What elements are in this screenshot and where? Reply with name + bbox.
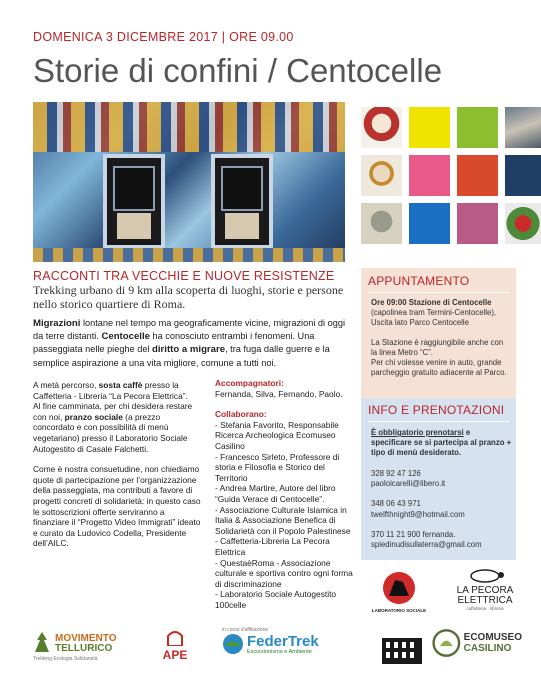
tile-color-yellow xyxy=(409,107,450,148)
tellurico-figure-icon xyxy=(33,630,51,654)
pecora-tag: caffetteria · libreria xyxy=(466,606,504,611)
tile-photo-2 xyxy=(505,107,541,148)
intro-text-1: lontane nel tempo ma geograficamente vicine, migrazioni di oggi da terre distanti. xyxy=(33,318,345,342)
page-title: Storie di confini / Centocelle xyxy=(33,52,443,89)
lunch-text-b: (a prezzo concordato e con possibilità di menù vegetariano) presso il Laboratorio Sociale Autogestito di Casale Falchetti. xyxy=(33,411,188,454)
coffee-bold: sosta caffè xyxy=(98,380,143,390)
collaborators-heading: Collaborano: xyxy=(215,409,267,420)
appointment-details: (capolinea tram Termini-Centocelle), Uscita lato Parco Centocelle xyxy=(371,308,497,327)
federtrek-tag: Escursionismo e Ambiente xyxy=(247,648,312,655)
logo-pecora-elettrica xyxy=(452,568,518,611)
lunch-paragraph xyxy=(33,401,203,454)
collaborator-item: - Stefania Favorito, Responsabile Ricerca Archeologica Ecomuseo Casilino xyxy=(215,419,339,451)
mosaic-strip xyxy=(33,248,345,262)
intro-bold-3: diritto a migrare xyxy=(152,344,226,356)
ape-arch-icon xyxy=(166,630,184,646)
collaborator-item: - Andrea Martire, Autore del libro “Guida Verace di Centocelle”. xyxy=(215,483,336,504)
contact-name-3: fernanda. xyxy=(422,530,456,540)
coffee-text-b: presso la Caffetteria - Libreria “La Pecora Elettrica”. xyxy=(33,380,188,401)
intro-bold-1: Migrazioni xyxy=(33,318,81,329)
tile-color-blue-2 xyxy=(409,203,450,244)
section-subtitle: RACCONTI TRA VECCHIE E NUOVE RESISTENZE xyxy=(33,269,335,283)
intro-lead: Trekking urbano di 9 km alla scoperta di luoghi, storie e persone nello storico quartiere di Roma. xyxy=(33,283,344,311)
intro-paragraph xyxy=(33,317,351,369)
collaborator-item: - Laboratorio Sociale Autogestito 100celle xyxy=(215,589,337,610)
contact-phone-1[interactable]: 328 92 47 126 xyxy=(371,468,421,478)
left-column xyxy=(33,380,203,559)
logo-movimento-tellurico xyxy=(33,630,123,662)
tile-photo-4 xyxy=(361,203,402,244)
tile-color-pink xyxy=(409,155,450,196)
movimento-line1: MOVIMENTO xyxy=(55,633,117,644)
logo-federtrek xyxy=(222,627,334,655)
logo-laboratorio-sociale xyxy=(370,570,428,613)
window-right xyxy=(211,154,273,249)
tile-photo-3 xyxy=(361,155,402,196)
tile-photo-1 xyxy=(361,107,402,148)
tile-color-navy xyxy=(505,155,541,196)
logo-ecomuseo-casilino xyxy=(432,625,522,669)
ape-label: APE xyxy=(162,648,188,662)
collaborator-item: - QuestaèRoma - Associazione culturale e sportiva contro ogni forma di discriminazione xyxy=(215,557,353,589)
mosaic-band xyxy=(33,102,345,152)
pecora-line1: LA PECORA xyxy=(456,585,514,596)
tile-color-mauve xyxy=(457,203,498,244)
tile-photo-5 xyxy=(505,203,541,244)
federtrek-label: FederTrek xyxy=(247,632,319,650)
guides-list: Fernanda, Silva, Fernando, Paolo. xyxy=(215,388,343,399)
contact-email-2[interactable]: twelfthnight9@hotmail.com xyxy=(371,509,465,519)
appointment-header: APPUNTAMENTO xyxy=(368,274,470,288)
collaborator-item: - Caffetteria-Libreria La Pecora Elettrica xyxy=(215,536,330,557)
intro-text-3: , tra fuga dalle guerre e la semplice aspirazione a una vita migliore, comune a tutti noi. xyxy=(33,344,330,368)
movimento-tag: Trekking Ecologia Solidarietà xyxy=(33,656,98,662)
booking-required: È obbligatorio prenotarsi xyxy=(371,428,464,437)
collaborator-item: - Francesco Sirleto, Professore di storia e Filosofia e Storico del Territorio xyxy=(215,451,340,483)
lab-figure-icon xyxy=(375,570,423,606)
donation-paragraph: Come è nostra consuetudine, non chiediamo quote di partecipazione per l’organizzazione della passeggiata, ma contributi a favore di progetti concreti di solidarietà: in questo caso le sottoscrizioni offerte serviranno a finanziare il “Progetto Video Immigrati” ideato e curato da Ludovico Codella, Presidente dell’AILC. xyxy=(33,464,201,549)
contact-phone-3[interactable]: 370 11 21 900 xyxy=(371,530,421,540)
ecomuseo-line2: CASILINO xyxy=(463,643,512,654)
appointment-text xyxy=(371,298,511,378)
movimento-line2: TELLURICO xyxy=(55,643,113,654)
federtrek-globe-icon xyxy=(222,633,244,655)
collaborator-item: - Associazione Culturale Islamica in Italia & Associazione Benefica di Solidarietà con il Popolo Palestinese xyxy=(215,504,351,536)
intro-bold-2: Centocelle xyxy=(101,331,150,343)
guides-heading: Accompagnatori: xyxy=(215,378,284,388)
window-left xyxy=(103,154,165,249)
appointment-time-place: Ore 09:00 Stazione di Centocelle xyxy=(371,298,492,307)
logo-questa-e-roma xyxy=(380,630,424,668)
event-date: DOMENICA 3 DICEMBRE 2017 | ORE 09.00 xyxy=(33,30,294,44)
sheep-icon xyxy=(465,568,505,584)
logo-ape xyxy=(155,630,195,662)
tile-color-green xyxy=(457,107,498,148)
pecora-line2: ELETTRICA xyxy=(457,595,513,606)
info-text xyxy=(371,428,513,550)
contact-email-3[interactable]: spiedinudisullaterra@gmail.com xyxy=(371,540,482,550)
appointment-parking: Per chi volesse venire in auto, grande parcheggio gratuito adiacente al Parco. xyxy=(371,358,507,377)
federtrek-top: in corso d'affiliazione xyxy=(222,627,269,633)
tile-color-red xyxy=(457,155,498,196)
info-box xyxy=(361,398,516,560)
ecomuseo-line1: ECOMUSEO xyxy=(463,632,522,643)
appointment-access: La Stazione è raggiungibile anche con la linea Metro “C”. xyxy=(371,338,504,357)
lunch-text-a: Al fine camminata, per chi desidera restare con noi, xyxy=(33,401,193,422)
middle-column xyxy=(215,378,355,610)
colosseum-icon xyxy=(380,630,424,668)
hero-photo xyxy=(33,102,345,262)
ecomuseo-circle-icon xyxy=(432,625,461,661)
coffee-paragraph xyxy=(33,380,203,401)
lab-label: LABORATORIO SOCIALE xyxy=(371,608,427,613)
info-header: INFO E PRENOTAZIONI xyxy=(368,403,505,417)
coffee-text-a: A metà percorso, xyxy=(33,380,99,390)
contact-email-1[interactable]: paoloicarelli@libero.it xyxy=(371,479,446,489)
intro-text-2: ha conosciuto entrambi i fenomeni. Una passeggiata nelle pieghe del xyxy=(33,331,315,355)
booking-required-rest: e specificare se si partecipa al pranzo + tipo di menù desiderato. xyxy=(371,428,512,458)
lunch-bold: pranzo sociale xyxy=(64,411,123,422)
contact-phone-2[interactable]: 348 06 43 971 xyxy=(371,499,421,509)
